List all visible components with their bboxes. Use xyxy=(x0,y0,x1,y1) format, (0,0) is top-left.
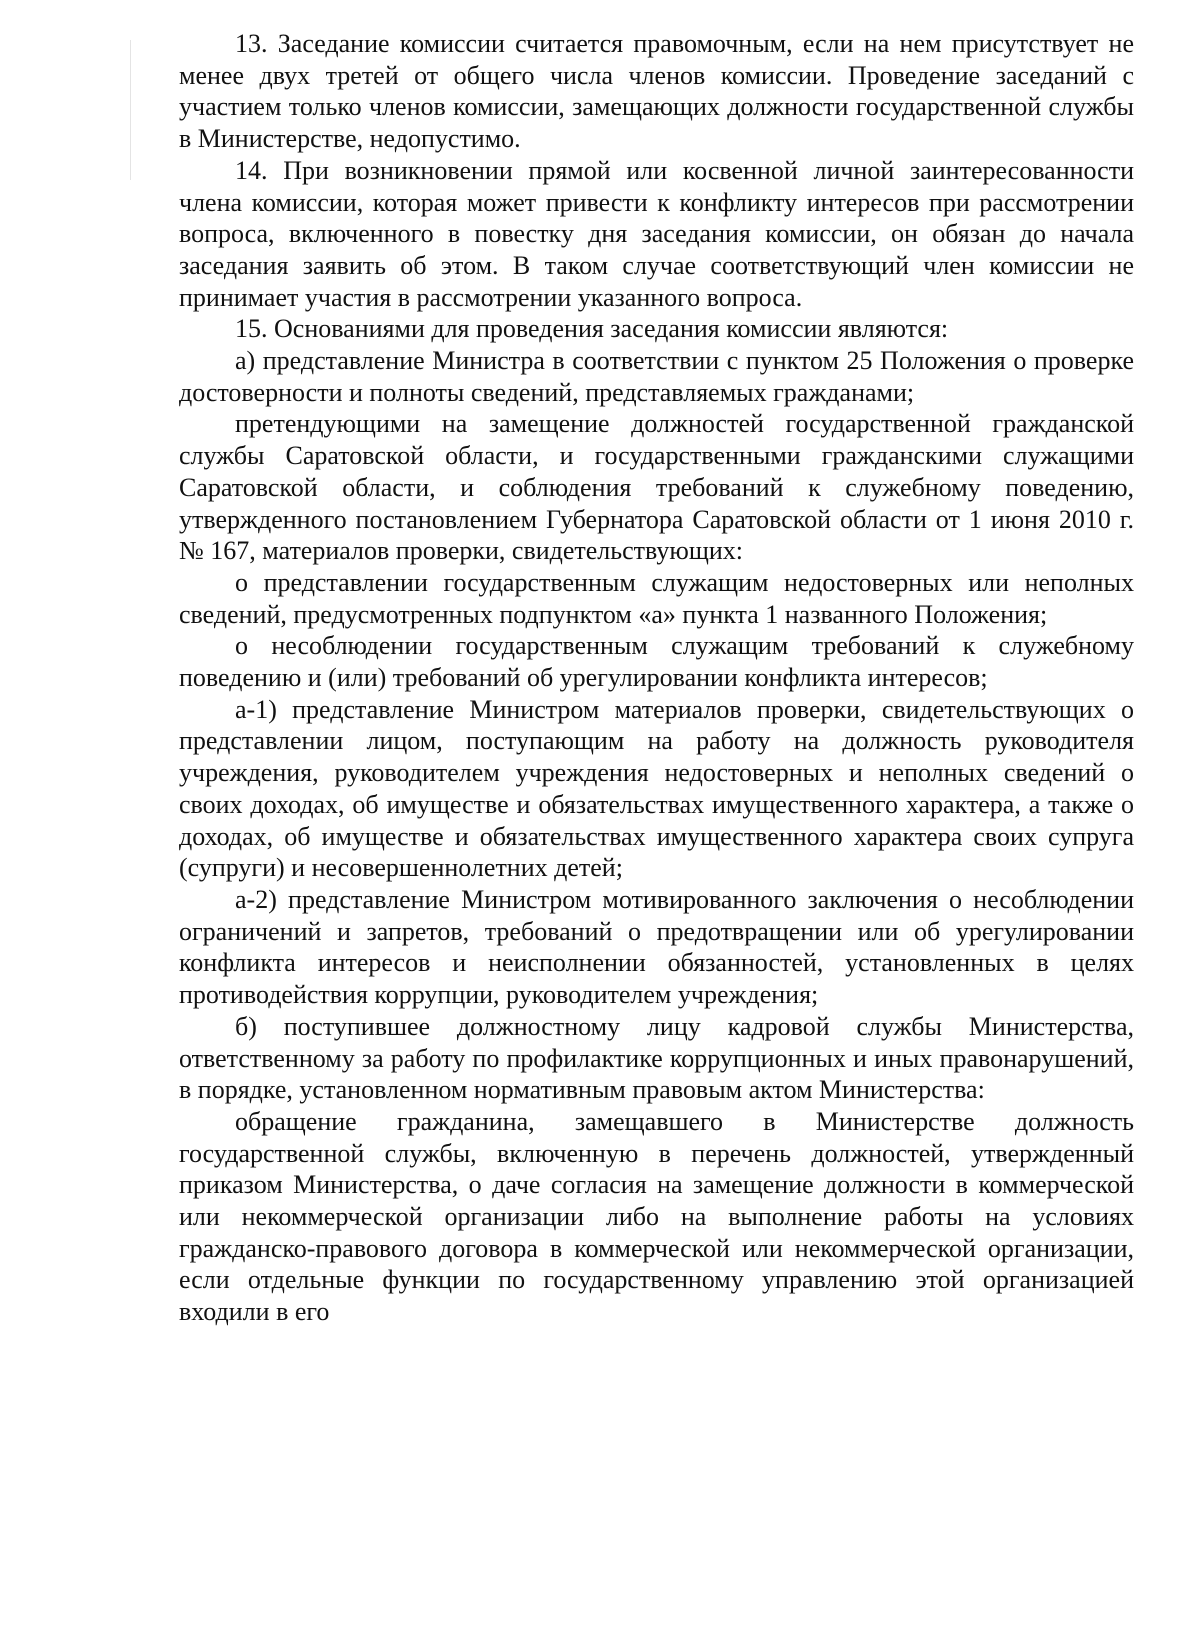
paragraph-15-a-continued: претендующими на замещение должностей государственной гражданской службы Саратовской области, и государственными гражданскими служащими Саратовской области, и соблюдения требований к служебному поведению, утвержденного постановлением Губернатора Саратовской области от 1 июня 2010 г. № 167, материалов проверки, свидетельствующих: xyxy=(179,409,1134,566)
paragraph-15-b-item-1: обращение гражданина, замещавшего в Министерстве должность государственной службы, включенную в перечень должностей, утвержденный приказом Министерства, о даче согласия на замещение должности в коммерческой или некоммерческой организации либо на выполнение работы на условиях гражданско-правового договора в коммерческой или некоммерческой организации, если отдельные функции по государственному управлению этой организацией входили в его xyxy=(179,1106,1134,1327)
paragraph-13: 13. Заседание комиссии считается правомочным, если на нем присутствует не менее двух третей от общего числа членов комиссии. Проведение заседаний с участием только членов комиссии, замещающих должности государственной службы в Министерстве, недопустимо. xyxy=(179,29,1134,154)
paragraph-15-a-item-2: о несоблюдении государственным служащим требований к служебному поведению и (или) требований об урегулировании конфликта интересов; xyxy=(179,631,1134,693)
paragraph-15-a1: а-1) представление Министром материалов проверки, свидетельствующих о представлении лицом, поступающим на работу на должность руководителя учреждения, руководителем учреждения недостоверных и неполных сведений о своих доходах, об имуществе и обязательствах имущественного характера, а также о доходах, об имуществе и обязательствах имущественного характера своих супруга (супруги) и несовершеннолетних детей; xyxy=(179,694,1134,883)
paragraph-14: 14. При возникновении прямой или косвенной личной заинтересованности члена комиссии, которая может привести к конфликту интересов при рассмотрении вопроса, включенного в повестку дня заседания комиссии, он обязан до начала заседания заявить об этом. В таком случае соответствующий член комиссии не принимает участия в рассмотрении указанного вопроса. xyxy=(179,155,1134,312)
paragraph-15-a2: а-2) представление Министром мотивированного заключения о несоблюдении ограничений и запретов, требований о предотвращении или об урегулировании конфликта интересов и неисполнении обязанностей, установленных в целях противодействия коррупции, руководителем учреждения; xyxy=(179,884,1134,1010)
paragraph-15-b: б) поступившее должностному лицу кадровой службы Министерства, ответственному за работу по профилактике коррупционных и иных правонарушений, в порядке, установленном нормативным правовым актом Министерства: xyxy=(179,1011,1134,1105)
scan-edge-line xyxy=(130,40,131,180)
paragraph-15-a-item-1: о представлении государственным служащим недостоверных или неполных сведений, предусмотренных подпунктом «а» пункта 1 названного Положения; xyxy=(179,567,1134,629)
paragraph-15: 15. Основаниями для проведения заседания комиссии являются: xyxy=(235,314,949,344)
paragraph-15-a: а) представление Министра в соответствии с пунктом 25 Положения о проверке достоверности и полноты сведений, представляемых гражданами; xyxy=(179,346,1134,407)
document-body xyxy=(179,28,1134,1328)
